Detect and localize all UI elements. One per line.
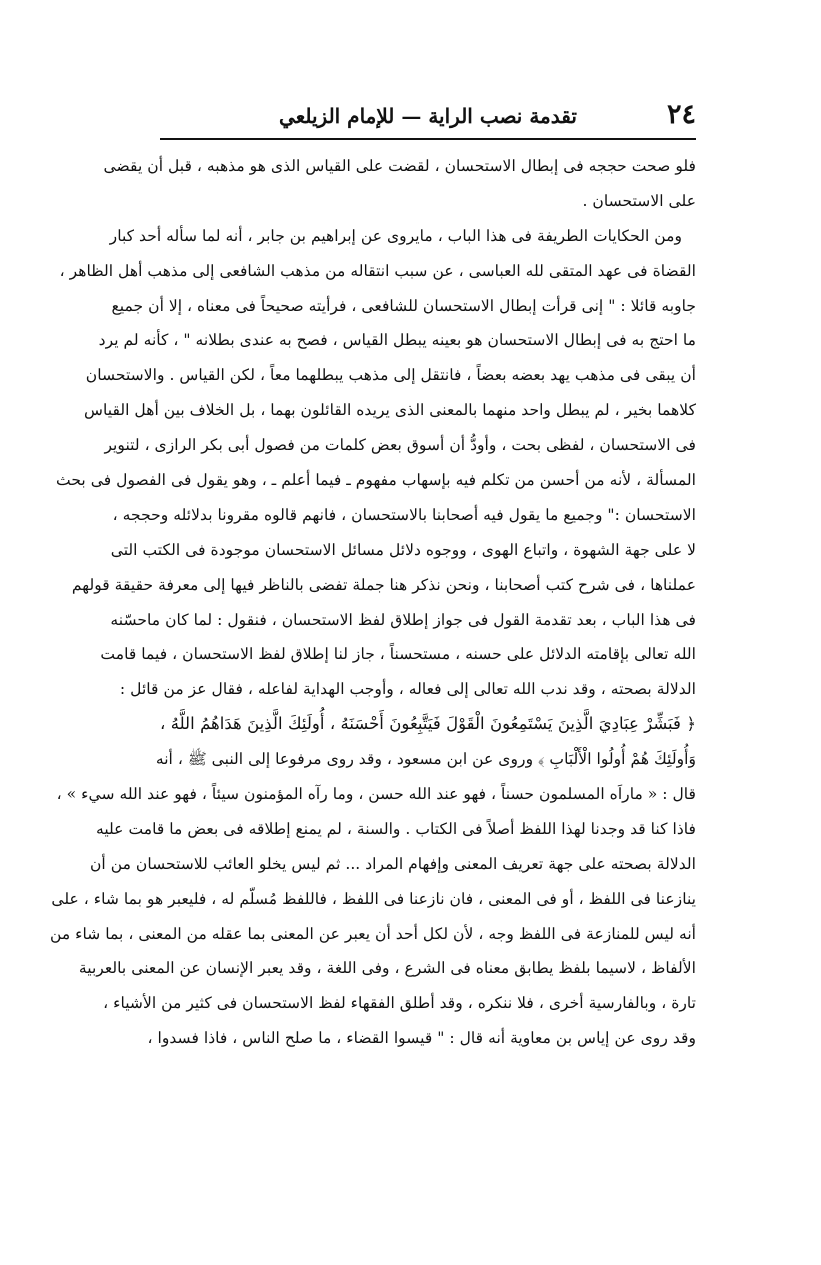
page-number: ٢٤ [666, 99, 696, 130]
text-line: وَأُولَئِكَ هُمْ أُولُوا الْأَلْبَابِ ﴾ وروى عن ابن مسعود ، وقد روى مرفوعا إلى النبى ﷺ ، أنه [155, 750, 696, 769]
running-title: تقدمة نصب الراية — للإمام الزيلعي [279, 104, 577, 128]
text-line: على الاستحسان . [582, 191, 696, 210]
text-line: الاستحسان :" وجميع ما يقول فيه أصحابنا بالاستحسان ، فانهم قالوه مقرونا بدلائله وحججه ، [112, 505, 696, 524]
header-rule [160, 138, 696, 140]
text-line: الدلالة بصحته ، وقد ندب الله تعالى إلى فعاله ، وأوجب الهداية لفاعله ، فقال عز من قائل : [119, 680, 696, 699]
text-line: وقد روى عن إياس بن معاوية أنه قال : " قيسوا القضاء ، ما صلح الناس ، فاذا فسدوا ، [147, 1029, 696, 1048]
text-line: ينازعنا فى اللفظ ، أو فى المعنى ، فان نازعنا فى اللفظ ، فاللفظ مُسلّم له ، فليعبر هو بما شاء ، على [51, 889, 696, 908]
quran-verse-line: ﴿ فَبَشِّرْ عِبَادِيَ الَّذِينَ يَسْتَمِعُونَ الْقَوْلَ فَيَتَّبِعُونَ أَحْسَنَهُ ، أُولَئِكَ الَّذِينَ هَدَاهُمُ اللَّهُ ، [160, 714, 696, 734]
text-line: ما احتج به فى إبطال الاستحسان هو بعينه يبطل القياس ، فصح به عندى بطلانه " ، كأنه لم يرد [98, 331, 696, 350]
text-line: عملناها ، فى شرح كتب أصحابنا ، ونحن نذكر هنا جملة تفضى بالناظر فيها إلى معرفة حقيقة قولهم [71, 575, 696, 594]
text-line: تارة ، وبالفارسية أخرى ، فلا ننكره ، وقد أطلق الفقهاء لفظ الاستحسان فى كثير من الأشياء ، [103, 994, 696, 1013]
text-line: الألفاظ ، لاسيما بلفظ يطابق معناه فى الشرع ، وفى اللغة ، وقد يعبر الإنسان عن المعنى بالعربية [78, 959, 696, 978]
text-line: أن يبقى فى مذهب يهد بعضه بعضاً ، فانتقل إلى مذهب يبطلهما معاً ، لكن القياس . والاستحسان [85, 366, 696, 385]
text-line: قال : « ماراَه المسلمون حسناً ، فهو عند الله حسن ، وما رآه المؤمنون سيئاً ، فهو عند الله سيء » ، [56, 785, 696, 804]
text-line: جاوبه قائلا : " إنى قرأت إبطال الاستحسان للشافعى ، فرأيته صحيحاً فى معناه ، إلا أن جميع [111, 296, 696, 315]
page-header [160, 98, 696, 134]
text-line: المسألة ، لأنه من أحسن من تكلم فيه بإسهاب مفهوم ـ فيما أعلم ـ ، وهو يقول فى الفصول فى بحث [56, 471, 696, 490]
text-line: كلاهما بخير ، لم يبطل واحد منهما بالمعنى الذى يريده القائلون بهما ، بل الخلاف بين أهل القياس [84, 401, 696, 420]
text-line: فى هذا الباب ، بعد تقدمة القول فى جواز إطلاق لفظ الاستحسان ، فنقول : لما كان ماحسّنه [110, 610, 696, 629]
text-line: فلو صحت حججه فى إبطال الاستحسان ، لقضت على القياس الذى هو مذهبه ، قبل أن يقضى [103, 157, 696, 175]
text-line: فاذا كنا قد وجدنا لهذا اللفظ أصلاً فى الكتاب . والسنة ، لم يمنع إطلاقه فى بعض ما قامت عليه [95, 819, 696, 838]
text-line: القضاة فى عهد المتقى لله العباسى ، عن سبب انتقاله من مذهب الشافعى إلى مذهب أهل الظاهر ، [59, 261, 696, 280]
text-line: الدلالة بصحته على جهة تعريف المعنى وإفهام المراد ... ثم ليس يخلو العائب للاستحسان من أن [89, 854, 696, 873]
text-line: فى الاستحسان ، لفظى بحت ، وأودُّ أن أسوق بعض كلمات من فصول أبى بكر الرازى ، لتنوير [104, 436, 696, 455]
text-line: أنه ليس للمنازعة فى اللفظ وجه ، لأن لكل أحد أن يعبر عن المعنى بما عقله من المعنى ، بما شاء من [49, 924, 696, 943]
text-line: ومن الحكايات الطريفة فى هذا الباب ، مايروى عن إبراهيم بن جابر ، أنه لما سأله أحد كبار [109, 226, 682, 245]
text-line: الله تعالى بإقامته الدلائل على حسنه ، مستحسناً ، جاز لنا إطلاق لفظ الاستحسان ، فيما قامت [100, 645, 696, 664]
text-line: لا على جهة الشهوة ، واتباع الهوى ، ووجوه دلائل مسائل الاستحسان موجودة فى الكتب التى [110, 540, 696, 559]
body-text [49, 149, 696, 1056]
